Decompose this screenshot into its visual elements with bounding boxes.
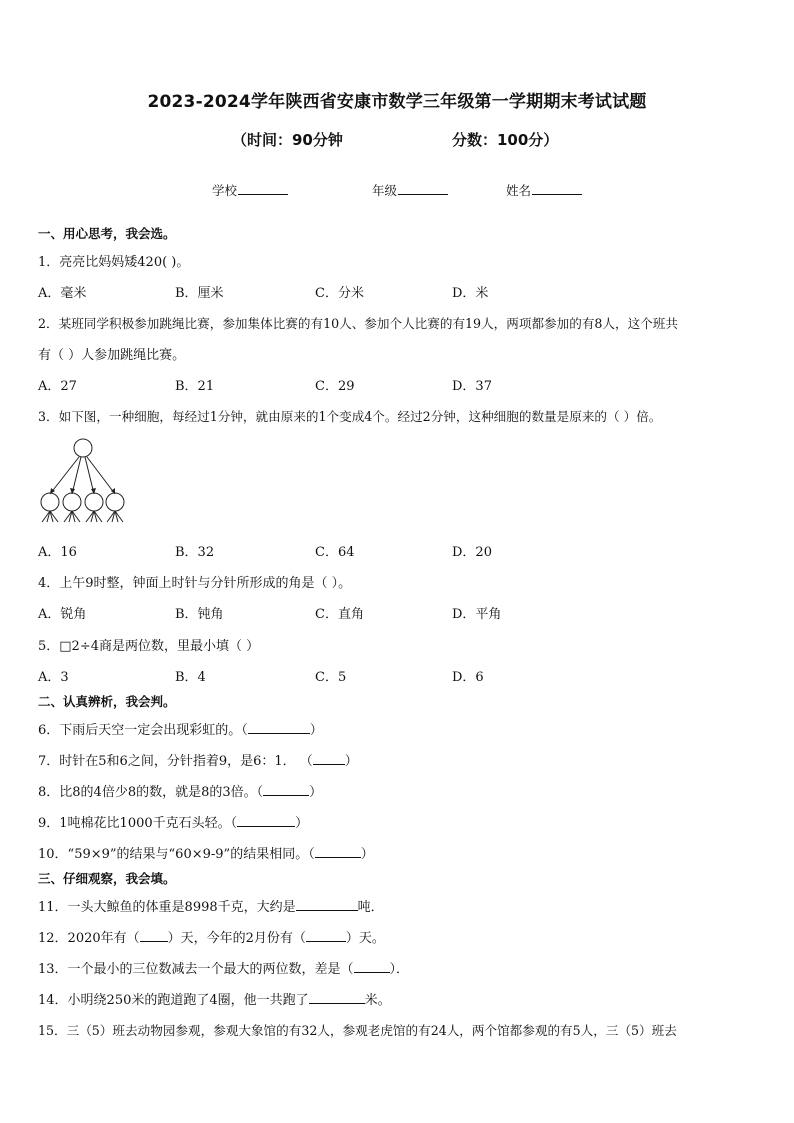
q13-answer-blank[interactable] xyxy=(354,960,390,973)
question-8 xyxy=(38,781,322,800)
grade-blank[interactable] xyxy=(398,182,448,195)
name-field[interactable] xyxy=(506,181,582,199)
question-1: 1．亮亮比妈妈矮420( )。 xyxy=(38,255,190,270)
section-2-heading: 二、认真辨析，我会判。 xyxy=(38,694,176,709)
question-12-text-a: 12．2020年有（ xyxy=(38,931,140,946)
q1-option-b[interactable]: B．厘米 xyxy=(175,286,224,301)
q3-option-d[interactable]: D．20 xyxy=(452,545,492,560)
q3-option-c[interactable]: C．64 xyxy=(315,545,355,560)
page-title: 2023-2024学年陕西省安康市数学三年级第一学期期末考试试题 xyxy=(147,92,647,112)
q5-option-d[interactable]: D．6 xyxy=(452,670,484,685)
section-3-heading: 三、仔细观察，我会填。 xyxy=(38,871,176,886)
question-8-end: ） xyxy=(309,785,323,800)
question-14 xyxy=(38,989,391,1008)
school-field[interactable] xyxy=(212,181,288,199)
question-11-end: 吨． xyxy=(357,900,384,915)
exam-time: （时间：90分钟 xyxy=(232,131,343,149)
grade-field[interactable] xyxy=(372,181,448,199)
question-10 xyxy=(38,843,374,862)
question-13-text: 13．一个最小的三位数减去一个最大的两位数，差是（ xyxy=(38,962,354,977)
q11-answer-blank[interactable] xyxy=(296,898,358,911)
q9-answer-blank[interactable] xyxy=(237,814,295,827)
q3-option-b[interactable]: B．32 xyxy=(175,545,215,560)
child-cell-2 xyxy=(63,493,81,511)
question-6 xyxy=(38,719,323,738)
child-cell-1 xyxy=(41,493,59,511)
school-blank[interactable] xyxy=(238,182,288,195)
question-2-line-2: 有（ ）人参加跳绳比赛。 xyxy=(38,348,186,363)
section-1-heading: 一、用心思考，我会选。 xyxy=(38,226,176,241)
q5-option-c[interactable]: C．5 xyxy=(315,670,347,685)
parent-cell xyxy=(74,439,92,457)
q10-answer-blank[interactable] xyxy=(315,845,361,858)
q7-answer-blank[interactable] xyxy=(313,752,345,765)
question-11-text: 11．一头大鲸鱼的体重是8998千克，大约是 xyxy=(38,900,296,915)
question-10-end: ） xyxy=(360,847,374,862)
question-2-line-1: 2．某班同学积极参加跳绳比赛，参加集体比赛的有10人、参加个人比赛的有19人，两项都参加的有8人，这个班共 xyxy=(38,316,678,331)
question-15: 15．三（5）班去动物园参观，参观大象馆的有32人，参观老虎馆的有24人，两个馆都参观的有5人，三（5）班去 xyxy=(38,1023,677,1038)
q2-option-a[interactable]: A．27 xyxy=(38,379,77,394)
question-10-text: 10．“59×9”的结果与“60×9-9”的结果相同。（ xyxy=(38,847,315,862)
question-5: 5．□2÷4商是两位数，里最小填（ ） xyxy=(38,639,260,654)
school-label: 学校 xyxy=(212,183,238,198)
question-8-text: 8．比8的4倍少8的数，就是8的3倍。（ xyxy=(38,785,264,800)
q1-option-c[interactable]: C．分米 xyxy=(315,286,364,301)
question-14-text: 14．小明绕250米的跑道跑了4圈，他一共跑了 xyxy=(38,993,309,1008)
question-7-end: ） xyxy=(344,754,358,769)
arrows xyxy=(50,457,115,494)
question-4: 4．上午9时整，钟面上时针与分针所形成的角是（ ）。 xyxy=(38,576,352,591)
question-14-end: 米。 xyxy=(364,993,391,1008)
question-13 xyxy=(38,958,409,977)
question-9-text: 9．1吨棉花比1000千克石头轻。（ xyxy=(38,816,238,831)
question-3: 3．如下图，一种细胞，每经过1分钟，就由原来的1个变成4个。经过2分钟，这种细胞的数量是原来的（ ）倍。 xyxy=(38,409,662,424)
question-7 xyxy=(38,750,358,769)
question-13-end: ）． xyxy=(389,962,410,977)
name-label: 姓名 xyxy=(506,183,532,198)
cell-division-diagram xyxy=(38,436,134,526)
q3-option-a[interactable]: A．16 xyxy=(38,545,77,560)
q4-option-c[interactable]: C．直角 xyxy=(315,607,364,622)
q4-option-b[interactable]: B．钝角 xyxy=(175,607,224,622)
grade-label: 年级 xyxy=(372,183,398,198)
q4-option-d[interactable]: D．平角 xyxy=(452,607,502,622)
question-12-text-b: ）天，今年的2月份有（ xyxy=(167,931,306,946)
child-arrows xyxy=(42,511,123,522)
question-11 xyxy=(38,896,384,915)
q2-option-b[interactable]: B．21 xyxy=(175,379,215,394)
q2-option-d[interactable]: D．37 xyxy=(452,379,492,394)
question-12-text-c: ）天。 xyxy=(345,931,385,946)
question-7-text: 7．时针在5和6之间，分针指着9，是6：1． （ xyxy=(38,754,313,769)
child-cell-4 xyxy=(106,493,124,511)
q2-option-c[interactable]: C．29 xyxy=(315,379,355,394)
q14-answer-blank[interactable] xyxy=(309,991,365,1004)
q5-option-a[interactable]: A．3 xyxy=(38,670,69,685)
q6-answer-blank[interactable] xyxy=(248,721,310,734)
question-9 xyxy=(38,812,308,831)
question-9-end: ） xyxy=(295,816,309,831)
q12-answer-blank-2[interactable] xyxy=(306,929,346,942)
exam-score: 分数：100分） xyxy=(452,131,559,149)
question-6-text: 6．下雨后天空一定会出现彩虹的。（ xyxy=(38,723,248,738)
q1-option-a[interactable]: A．毫米 xyxy=(38,286,87,301)
q8-answer-blank[interactable] xyxy=(263,783,309,796)
question-12 xyxy=(38,927,385,946)
name-blank[interactable] xyxy=(532,182,582,195)
q1-option-d[interactable]: D．米 xyxy=(452,286,489,301)
q4-option-a[interactable]: A．锐角 xyxy=(38,607,87,622)
q5-option-b[interactable]: B．4 xyxy=(175,670,206,685)
question-6-end: ） xyxy=(309,723,323,738)
q12-answer-blank-1[interactable] xyxy=(140,929,168,942)
child-cell-3 xyxy=(85,493,103,511)
